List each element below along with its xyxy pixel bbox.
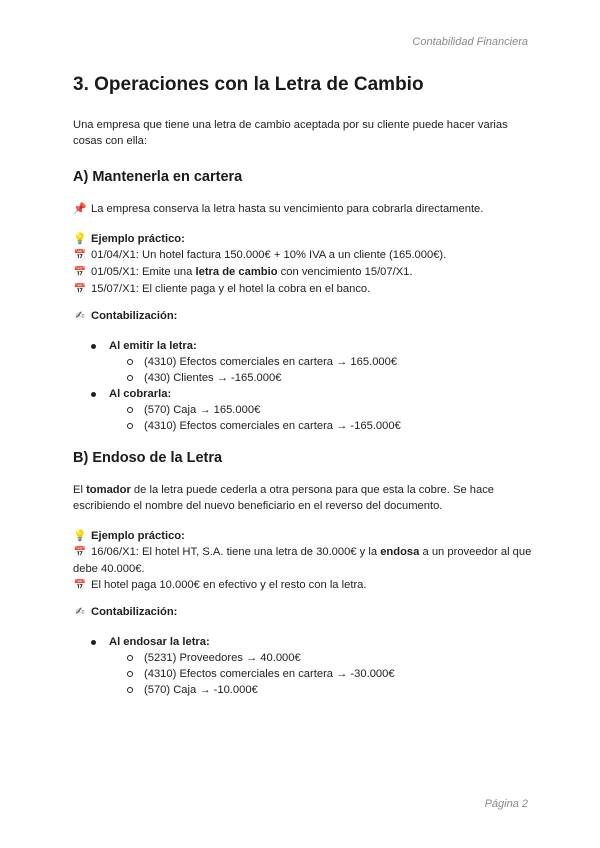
section-intro: Una empresa que tiene una letra de cambio aceptada por su cliente puede hacer varias cosas con ella: <box>73 119 508 147</box>
list-item: (5231) Proveedores → 40.000€ <box>127 650 533 666</box>
example-line: 📅 15/07/X1: El cliente paga y el hotel la cobra en el banco. <box>73 281 533 298</box>
list-item: (4310) Efectos comerciales en cartera → 165.000€ <box>127 354 533 370</box>
example-line: 📅 16/06/X1: El hotel HT, S.A. tiene una letra de 30.000€ y la endosa a un proveedor al que debe 40.000€. <box>73 546 532 575</box>
accounting-label: ✍ Contabilización: <box>73 604 533 620</box>
part-b-example <box>73 528 533 594</box>
lightbulb-icon: 💡 <box>73 233 87 245</box>
part-a-note: 📌 La empresa conserva la letra hasta su vencimiento para cobrarla directamente. <box>73 203 484 215</box>
page-header: Contabilidad Financiera <box>412 36 528 48</box>
document-body <box>73 72 533 698</box>
example-line: 📅 01/05/X1: Emite una letra de cambio con vencimiento 15/07/X1. <box>73 264 533 281</box>
part-b-intro: El tomador de la letra puede cederla a otra persona para que esta la cobre. Se hace escribiendo el nombre del nuevo beneficiario en el reverso del documento. <box>73 484 495 512</box>
part-a-title: A) Mantenerla en cartera <box>73 169 243 185</box>
writing-hand-icon: ✍ <box>75 310 85 322</box>
calendar-icon: 📅 <box>73 547 87 558</box>
calendar-icon: 📅 <box>73 284 87 295</box>
list-item: (4310) Efectos comerciales en cartera → -165.000€ <box>127 418 533 434</box>
calendar-icon: 📅 <box>73 250 87 261</box>
list-item: Al cobrarla: (570) Caja → 165.000€ (4310) Efectos comerciales en cartera → -165.000€ <box>91 386 533 434</box>
list-item: (570) Caja → -10.000€ <box>127 682 533 698</box>
list-item: (570) Caja → 165.000€ <box>127 402 533 418</box>
accounting-label: ✍ Contabilización: <box>73 308 533 324</box>
example-line: 📅 El hotel paga 10.000€ en efectivo y el resto con la letra. <box>73 577 533 594</box>
example-label: Ejemplo práctico: <box>91 530 185 542</box>
part-b-title: B) Endoso de la Letra <box>73 450 223 466</box>
writing-hand-icon: ✍ <box>75 606 85 618</box>
list-item: (430) Clientes → -165.000€ <box>127 370 533 386</box>
part-b-entries <box>73 634 533 698</box>
list-item: Al endosar la letra: (5231) Proveedores → 40.000€ (4310) Efectos comerciales en cartera → -30.000€ (570) Caja → -10.000€ <box>91 634 533 698</box>
lightbulb-icon: 💡 <box>73 530 87 542</box>
example-line: 📅 01/04/X1: Un hotel factura 150.000€ + 10% IVA a un cliente (165.000€). <box>73 247 533 264</box>
part-a-entries <box>73 338 533 434</box>
part-a-example <box>73 231 533 298</box>
calendar-icon: 📅 <box>73 267 87 278</box>
example-label: Ejemplo práctico: <box>91 233 185 245</box>
list-item: Al emitir la letra: (4310) Efectos comerciales en cartera → 165.000€ (430) Clientes → -165.000€ <box>91 338 533 386</box>
calendar-icon: 📅 <box>73 580 87 591</box>
page-number: Página 2 <box>484 798 528 810</box>
list-item: (4310) Efectos comerciales en cartera → -30.000€ <box>127 666 533 682</box>
section-title: 3. Operaciones con la Letra de Cambio <box>73 74 424 95</box>
pin-icon: 📌 <box>73 203 87 215</box>
